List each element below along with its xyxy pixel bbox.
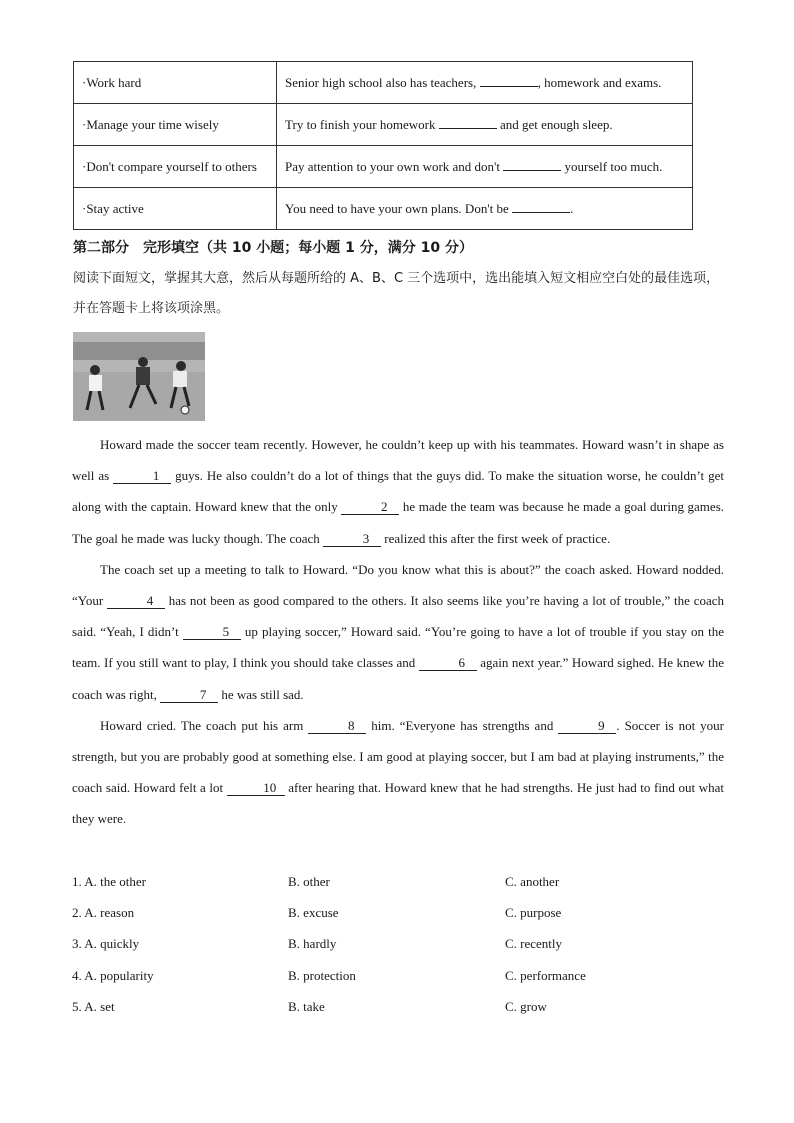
instructions: 阅读下面短文，掌握其大意，然后从每题所给的 A、B、C 三个选项中，选出能填入短文相应空白处的最佳选项，并在答题卡上将该项涂黑。 <box>73 271 720 316</box>
tip-cell: ·Don't compare yourself to others <box>74 146 277 188</box>
blank-line <box>439 116 497 129</box>
option-c: C. purpose <box>505 905 562 921</box>
soccer-players-illustration <box>73 332 205 421</box>
blank-line <box>503 158 561 171</box>
option-row <box>72 866 732 897</box>
table-row <box>74 62 693 104</box>
option-a: 1. A. the other <box>72 874 147 889</box>
option-b: B. excuse <box>288 905 339 921</box>
table-row <box>74 146 693 188</box>
desc-cell: Senior high school also has teachers, , homework and exams. <box>277 62 693 104</box>
option-a: 2. A. reason <box>72 905 135 921</box>
blank-2: 2 <box>341 500 399 515</box>
option-c: C. recently <box>505 936 563 952</box>
blank-10: 10 <box>227 781 285 796</box>
option-b: B. hardly <box>288 936 337 952</box>
tip-cell: ·Manage your time wisely <box>74 104 277 146</box>
option-c: C. grow <box>505 998 547 1014</box>
paragraph: The coach set up a meeting to talk to Howard. “Do you know what this is about?” the coach asked. Howard nodded. “Your 4 has not been as good compared to the others. It also seems like you’re having a lot of trouble,” the coach said. “Yeah, I didn’t 5 up playing soccer,” Howard said. “You’re going to have a lot of trouble if you stay on the team. If you still want to play, I think you should take classes and 6 again next year.” Howard sighed. He knew the coach was right, 7 he was still sad. <box>72 561 725 702</box>
blank-7: 7 <box>160 688 218 703</box>
option-c: C. performance <box>505 967 586 983</box>
option-row <box>72 897 732 928</box>
desc-cell: Try to finish your homework and get enough sleep. <box>277 104 693 146</box>
option-b: B. take <box>288 998 325 1014</box>
table-row <box>74 104 693 146</box>
blank-8: 8 <box>308 719 366 734</box>
option-a: 4. A. popularity <box>72 967 154 983</box>
tip-cell: ·Stay active <box>74 188 277 230</box>
blank-1: 1 <box>113 469 171 484</box>
blank-5: 5 <box>183 625 241 640</box>
cloze-passage <box>72 429 724 835</box>
option-b: B. protection <box>288 967 356 983</box>
desc-cell: Pay attention to your own work and don't yourself too much. <box>277 146 693 188</box>
paragraph: Howard cried. The coach put his arm 8 him. “Everyone has strengths and 9 . Soccer is not your strength, but you are probably good at something else. I am good at playing soccer, but I am bad at playing instruments,” the coach said. Howard felt a lot 10 after hearing that. Howard knew that he had strengths. He just had to find out what they were. <box>72 717 725 827</box>
option-row <box>72 960 732 991</box>
answer-options <box>72 866 732 1022</box>
soccer-photo <box>73 332 205 421</box>
blank-4: 4 <box>107 594 165 609</box>
option-row <box>72 991 732 1022</box>
option-a: 3. A. quickly <box>72 936 140 952</box>
blank-9: 9 <box>558 719 616 734</box>
option-b: B. other <box>288 874 330 889</box>
option-c: C. another <box>505 874 560 889</box>
blank-3: 3 <box>323 532 381 547</box>
blank-line <box>480 74 538 87</box>
tips-table <box>73 61 693 230</box>
desc-cell: You need to have your own plans. Don't be . <box>277 188 693 230</box>
option-a: 5. A. set <box>72 998 115 1014</box>
table-row <box>74 188 693 230</box>
option-row <box>72 928 732 959</box>
paragraph: Howard made the soccer team recently. However, he couldn’t keep up with his teammates. Howard wasn’t in shape as well as 1 guys. He also couldn’t do a lot of things that the guys did. To make the situation worse, he couldn’t get along with the captain. Howard knew that the only 2 he made the team was because he made a goal during games. The goal he made was lucky though. The coach 3 realized this after the first week of practice. <box>72 437 724 546</box>
blank-line <box>512 200 570 213</box>
tip-cell: ·Work hard <box>74 62 277 104</box>
section-title: 第二部分 完形填空（共 10 小题；每小题 1 分，满分 10 分） <box>73 240 473 256</box>
blank-6: 6 <box>419 656 477 671</box>
